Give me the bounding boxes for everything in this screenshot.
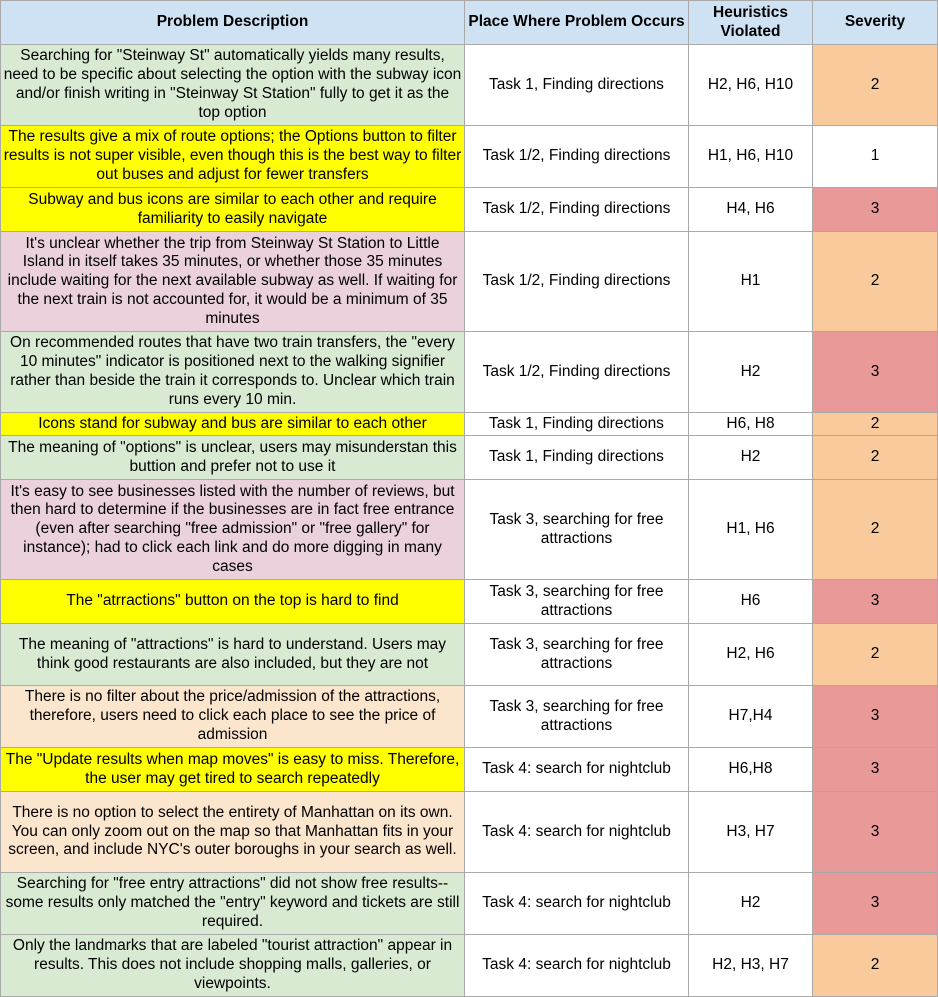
severity-cell: 2	[813, 413, 938, 436]
header-severity: Severity	[813, 1, 938, 45]
heuristics-cell: H1, H6	[689, 480, 813, 580]
problem-description-cell: The "atrractions" button on the top is hard to find	[1, 580, 465, 624]
place-cell: Task 3, searching for free attractions	[465, 580, 689, 624]
table-row	[1, 332, 938, 413]
severity-cell: 3	[813, 188, 938, 232]
problem-description-cell: There is no filter about the price/admission of the attractions, therefore, users need to click each place to see the price of admission	[1, 686, 465, 748]
header-problem-description: Problem Description	[1, 1, 465, 45]
table-row	[1, 436, 938, 480]
table-row	[1, 232, 938, 332]
problem-description-cell: Icons stand for subway and bus are similar to each other	[1, 413, 465, 436]
place-cell: Task 1/2, Finding directions	[465, 126, 689, 188]
problem-description-cell: On recommended routes that have two train transfers, the "every 10 minutes" indicator is positioned next to the walking signifier rather than beside the train it corresponds to. Unclear which train runs every 10 min.	[1, 332, 465, 413]
problem-description-cell: It's easy to see businesses listed with the number of reviews, but then hard to determine if the businesses are in fact free entrance (even after searching "free admission" or "free gallery" for instance); had to click each link and do more digging in many cases	[1, 480, 465, 580]
table-row	[1, 935, 938, 997]
place-cell: Task 1/2, Finding directions	[465, 188, 689, 232]
header-row	[1, 1, 938, 45]
header-place: Place Where Problem Occurs	[465, 1, 689, 45]
heuristics-cell: H2	[689, 332, 813, 413]
problem-description-cell: The meaning of "options" is unclear, users may misunderstan this buttion and prefer not to use it	[1, 436, 465, 480]
heuristics-cell: H2, H6, H10	[689, 45, 813, 126]
table-row	[1, 45, 938, 126]
table-row	[1, 126, 938, 188]
severity-cell: 3	[813, 580, 938, 624]
place-cell: Task 3, searching for free attractions	[465, 480, 689, 580]
problem-description-cell: The "Update results when map moves" is easy to miss. Therefore, the user may get tired to search repeatedly	[1, 748, 465, 792]
severity-cell: 3	[813, 748, 938, 792]
severity-cell: 2	[813, 480, 938, 580]
table-row	[1, 686, 938, 748]
problem-description-cell: Searching for "Steinway St" automatically yields many results, need to be specific about selecting the option with the subway icon and/or finish writing in "Steinway St Station" fully to get it as the top option	[1, 45, 465, 126]
heuristics-cell: H2	[689, 436, 813, 480]
severity-cell: 2	[813, 45, 938, 126]
severity-cell: 3	[813, 332, 938, 413]
heuristics-cell: H6,H8	[689, 748, 813, 792]
place-cell: Task 3, searching for free attractions	[465, 686, 689, 748]
place-cell: Task 4: search for nightclub	[465, 792, 689, 873]
place-cell: Task 1, Finding directions	[465, 45, 689, 126]
place-cell: Task 4: search for nightclub	[465, 748, 689, 792]
table-row	[1, 624, 938, 686]
problem-description-cell: The meaning of "attractions" is hard to understand. Users may think good restaurants are also included, but they are not	[1, 624, 465, 686]
place-cell: Task 3, searching for free attractions	[465, 624, 689, 686]
severity-cell: 2	[813, 624, 938, 686]
place-cell: Task 4: search for nightclub	[465, 873, 689, 935]
problem-description-cell: There is no option to select the entirety of Manhattan on its own. You can only zoom out on the map so that Manhattan fits in your screen, and include NYC's outer boroughs in your search as well.	[1, 792, 465, 873]
problem-description-cell: Subway and bus icons are similar to each other and require familiarity to easily navigate	[1, 188, 465, 232]
table-row	[1, 873, 938, 935]
heuristics-cell: H3, H7	[689, 792, 813, 873]
place-cell: Task 4: search for nightclub	[465, 935, 689, 997]
table-row	[1, 748, 938, 792]
place-cell: Task 1/2, Finding directions	[465, 232, 689, 332]
place-cell: Task 1, Finding directions	[465, 436, 689, 480]
heuristics-cell: H2	[689, 873, 813, 935]
table-row	[1, 413, 938, 436]
heuristics-cell: H6	[689, 580, 813, 624]
severity-cell: 3	[813, 686, 938, 748]
severity-cell: 1	[813, 126, 938, 188]
severity-cell: 3	[813, 792, 938, 873]
problem-description-cell: The results give a mix of route options; the Options button to filter results is not super visible, even though this is the best way to filter out buses and adjust for fewer transfers	[1, 126, 465, 188]
header-heuristics: Heuristics Violated	[689, 1, 813, 45]
problem-description-cell: Searching for "free entry attractions" did not show free results--some results only matched the "entry" keyword and tickets are still required.	[1, 873, 465, 935]
problem-description-cell: It's unclear whether the trip from Steinway St Station to Little Island in itself takes 35 minutes, or whether those 35 minutes include waiting for the next available subway as well. If waiting for the next train is not accounted for, it would be a minimum of 35 minutes	[1, 232, 465, 332]
heuristics-cell: H1, H6, H10	[689, 126, 813, 188]
place-cell: Task 1/2, Finding directions	[465, 332, 689, 413]
table-row	[1, 792, 938, 873]
problem-description-cell: Only the landmarks that are labeled "tourist attraction" appear in results. This does not include shopping malls, galleries, or viewpoints.	[1, 935, 465, 997]
table-row	[1, 188, 938, 232]
severity-cell: 2	[813, 935, 938, 997]
heuristics-cell: H7,H4	[689, 686, 813, 748]
severity-cell: 2	[813, 232, 938, 332]
table-row	[1, 480, 938, 580]
heuristics-cell: H4, H6	[689, 188, 813, 232]
severity-cell: 2	[813, 436, 938, 480]
heuristics-cell: H2, H3, H7	[689, 935, 813, 997]
place-cell: Task 1, Finding directions	[465, 413, 689, 436]
heuristics-cell: H2, H6	[689, 624, 813, 686]
table-row	[1, 580, 938, 624]
severity-cell: 3	[813, 873, 938, 935]
heuristics-cell: H6, H8	[689, 413, 813, 436]
heuristics-cell: H1	[689, 232, 813, 332]
